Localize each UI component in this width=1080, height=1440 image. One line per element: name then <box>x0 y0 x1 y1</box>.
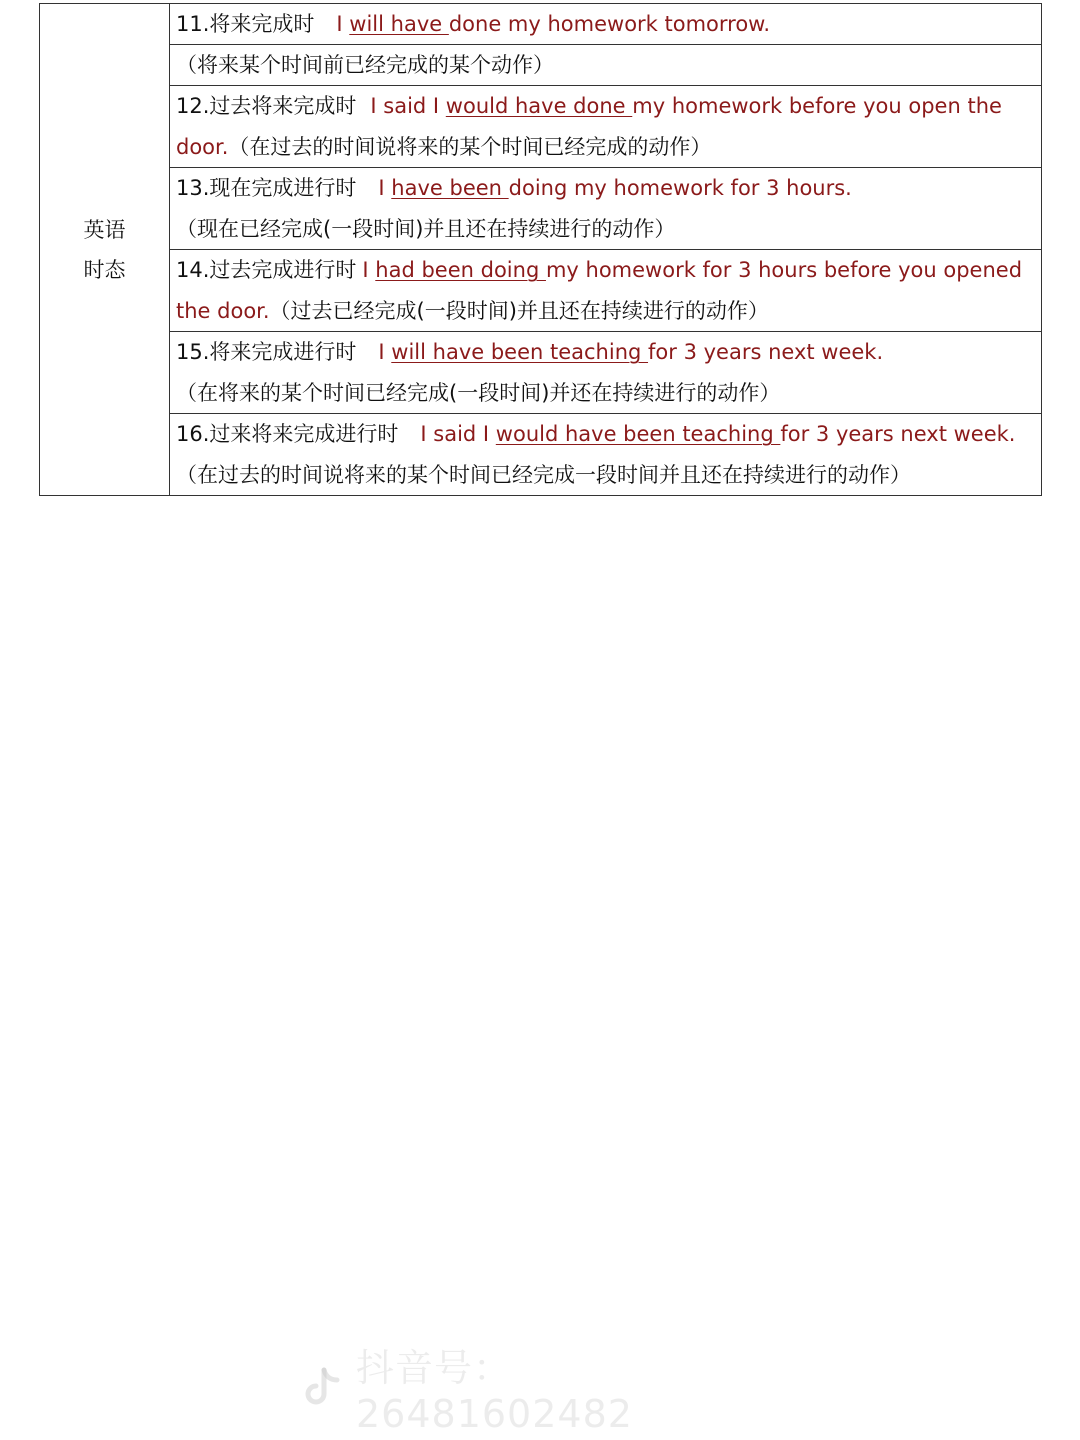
example-sentence-start: I said I <box>370 94 446 118</box>
tense-rows <box>170 4 1041 495</box>
tense-example-line <box>170 168 1041 209</box>
tense-label: 14.过去完成进行时 <box>176 258 357 282</box>
tense-note-line <box>170 455 1041 496</box>
example-sentence-start: I said I <box>420 422 496 446</box>
tense-example-line <box>170 332 1041 373</box>
example-sentence-continued: door. <box>176 134 229 159</box>
example-sentence-end: for 3 years next week. <box>648 340 884 364</box>
table-row <box>170 4 1041 86</box>
table-row <box>170 250 1041 332</box>
tense-table <box>39 3 1042 496</box>
example-sentence-end: for 3 years next week. <box>780 422 1016 446</box>
tense-note: （将来某个时间前已经完成的某个动作） <box>176 52 554 77</box>
example-sentence-end: doing my homework for 3 hours. <box>508 176 852 200</box>
category-label-line2: 时态 <box>83 257 126 282</box>
example-sentence-start: I <box>336 12 350 36</box>
tense-note-line <box>170 45 1041 86</box>
tense-example-line <box>170 86 1041 127</box>
tense-example-line <box>170 250 1041 291</box>
tense-label: 16.过来将来完成进行时 <box>176 422 399 446</box>
tense-label: 15.将来完成进行时 <box>176 340 357 364</box>
tense-note: （现在已经完成(一段时间)并且还在持续进行的动作） <box>176 216 676 241</box>
tense-label: 13.现在完成进行时 <box>176 176 357 200</box>
tense-note-line <box>170 291 1041 332</box>
watermark-text: 抖音号： 26481602482 <box>356 1345 633 1436</box>
example-sentence-continued: the door. <box>176 298 270 323</box>
table-row <box>170 332 1041 414</box>
example-verb-phrase: would have been teaching <box>495 422 781 446</box>
tense-note: （在过去的时间说将来的某个时间已经完成一段时间并且还在持续进行的动作） <box>176 462 911 487</box>
example-verb-phrase: had been doing <box>375 258 546 282</box>
tense-note-line <box>170 209 1041 250</box>
tense-example-line <box>170 414 1041 455</box>
category-label-line1: 英语 <box>83 217 126 242</box>
tense-note: （在将来的某个时间已经完成(一段时间)并还在持续进行的动作） <box>176 380 781 405</box>
tense-label: 12.过去将来完成时 <box>176 94 357 118</box>
example-verb-phrase: have been <box>391 176 509 200</box>
watermark <box>300 1345 790 1436</box>
douyin-logo-icon <box>300 1364 344 1408</box>
table-row <box>170 86 1041 168</box>
tense-label: 11.将来完成时 <box>176 12 315 36</box>
example-sentence-start: I <box>378 176 392 200</box>
table-row <box>170 414 1041 495</box>
tense-note-line <box>170 127 1041 168</box>
example-sentence-start: I <box>362 258 376 282</box>
example-verb-phrase: will have been teaching <box>391 340 649 364</box>
example-sentence-end: my homework for 3 hours before you opened <box>545 258 1023 282</box>
category-cell <box>40 4 170 495</box>
table-row <box>170 168 1041 250</box>
tense-note: （过去已经完成(一段时间)并且还在持续进行的动作） <box>269 298 769 323</box>
example-sentence-end: done my homework tomorrow. <box>448 12 771 36</box>
example-verb-phrase: would have done <box>445 94 633 118</box>
example-verb-phrase: will have <box>349 12 449 36</box>
tense-example-line <box>170 4 1041 45</box>
example-sentence-start: I <box>378 340 392 364</box>
tense-note-line <box>170 373 1041 414</box>
tense-note: （在过去的时间说将来的某个时间已经完成的动作） <box>228 134 712 159</box>
example-sentence-end: my homework before you open the <box>632 94 1002 118</box>
